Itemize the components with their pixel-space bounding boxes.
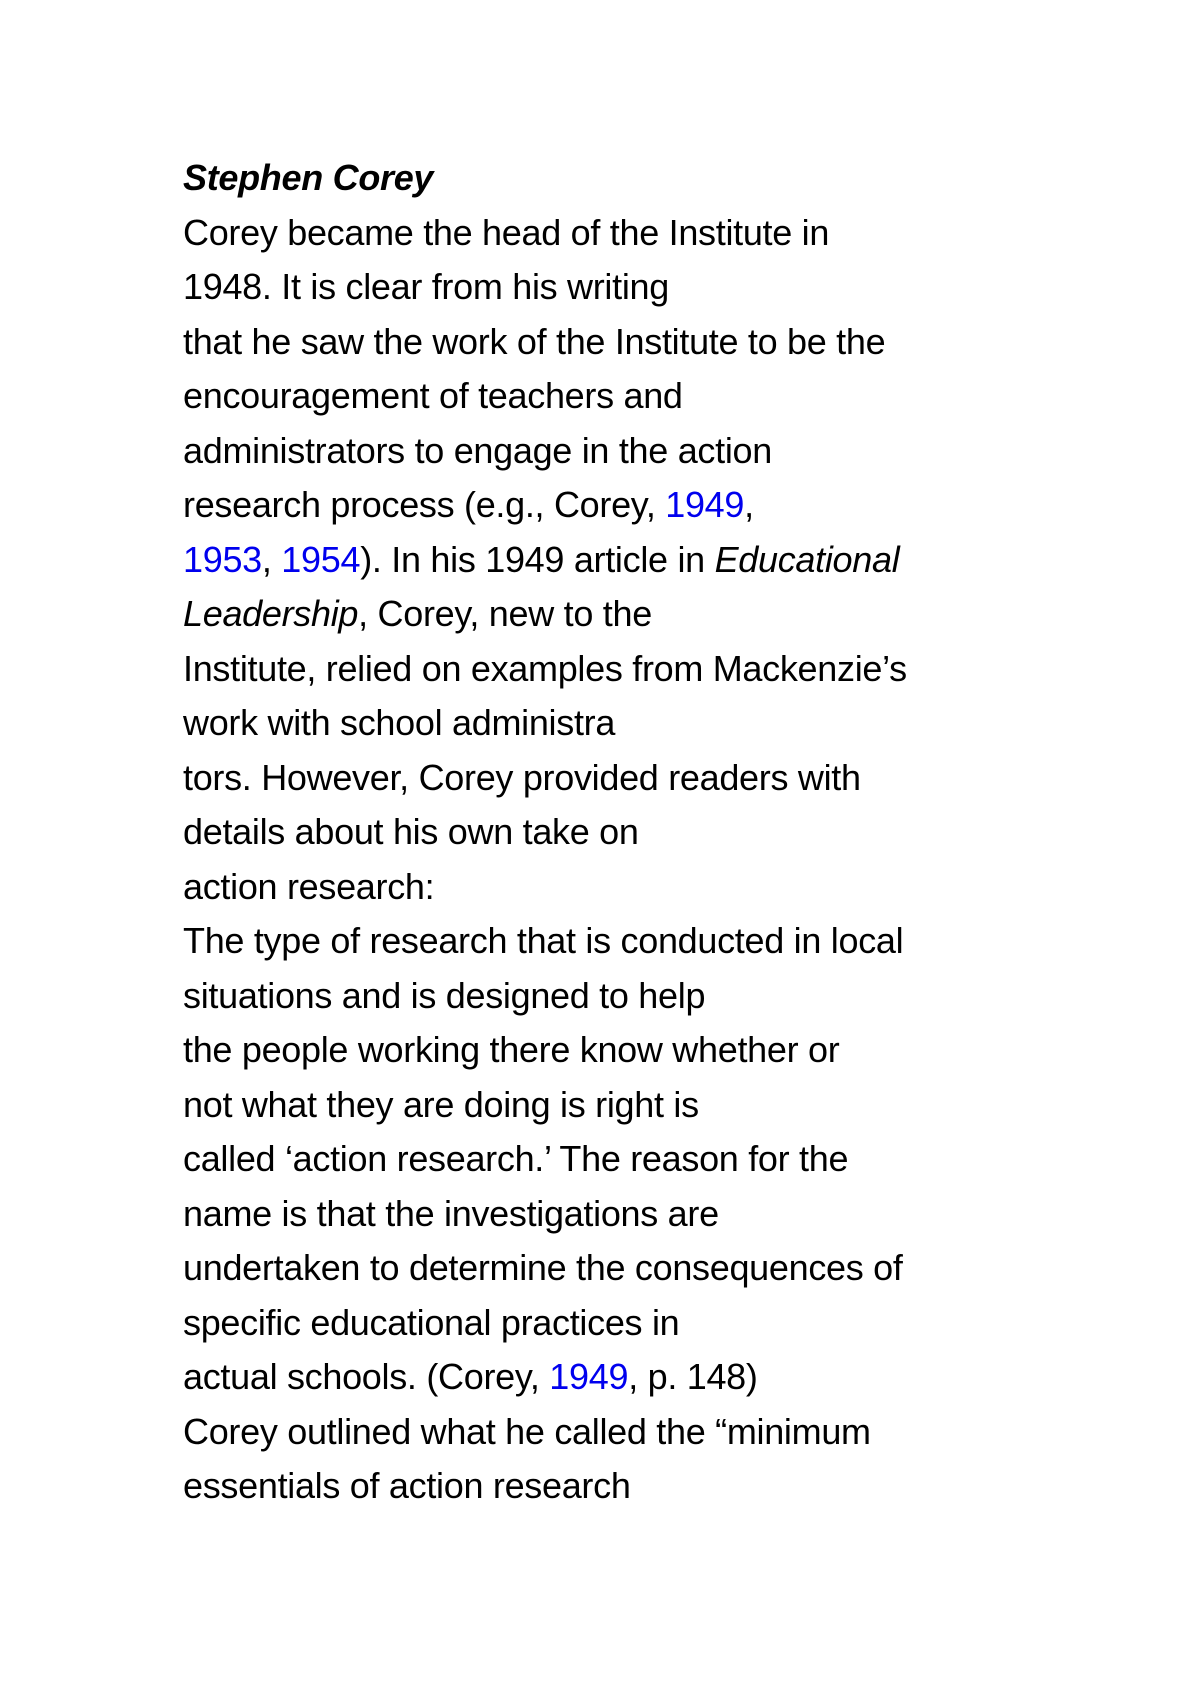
- citation-link-1953[interactable]: 1953: [183, 538, 262, 580]
- text-line: the people working there know whether or: [183, 1029, 840, 1070]
- text-segment: ,: [744, 484, 754, 525]
- text-line: situations and is designed to help: [183, 974, 706, 1016]
- text-line: that he saw the work of the Institute to be the: [183, 320, 886, 362]
- text-segment: ,: [261, 538, 282, 580]
- text-line: undertaken to determine the consequences of: [183, 1247, 903, 1288]
- text-line: name is that the investigations are: [183, 1192, 719, 1234]
- document-body: [183, 151, 1083, 1514]
- text-line: Corey outlined what he called the “minimum: [183, 1410, 871, 1452]
- journal-name-segment: Leadership: [183, 593, 359, 634]
- text-line: The type of research that is conducted in local: [183, 920, 904, 961]
- text-line: not what they are doing is right is: [183, 1083, 699, 1125]
- text-line: [183, 1350, 1083, 1405]
- citation-link-1949[interactable]: 1949: [549, 1356, 629, 1397]
- journal-name-segment: Educational: [714, 538, 900, 580]
- text-line: essentials of action research: [183, 1465, 631, 1506]
- text-line: [183, 478, 1083, 533]
- text-segment: research process (e.g., Corey,: [183, 484, 666, 525]
- text-line: action research:: [183, 865, 435, 907]
- text-segment: ). In his 1949 article in: [360, 538, 715, 580]
- section-title: Stephen Corey: [183, 157, 434, 198]
- text-line: specific educational practices in: [183, 1301, 680, 1343]
- text-line: Institute, relied on examples from Mackenzie’s: [183, 647, 907, 689]
- text-line: [183, 587, 1083, 642]
- text-segment: , Corey, new to the: [358, 593, 652, 634]
- citation-link-1949[interactable]: 1949: [665, 484, 745, 525]
- text-line: work with school administra: [183, 702, 616, 743]
- text-line: tors. However, Corey provided readers with: [183, 756, 861, 798]
- text-line: administrators to engage in the action: [183, 429, 772, 471]
- text-line: Corey became the head of the Institute in: [183, 211, 830, 253]
- text-line: 1948. It is clear from his writing: [183, 266, 669, 307]
- text-segment: actual schools. (Corey,: [183, 1356, 550, 1397]
- text-line: [183, 533, 1083, 588]
- text-line: encouragement of teachers and: [183, 375, 683, 416]
- text-segment: , p. 148): [628, 1356, 758, 1397]
- text-line: called ‘action research.’ The reason for the: [183, 1138, 849, 1179]
- citation-link-1954[interactable]: 1954: [281, 538, 361, 580]
- text-line: details about his own take on: [183, 811, 639, 852]
